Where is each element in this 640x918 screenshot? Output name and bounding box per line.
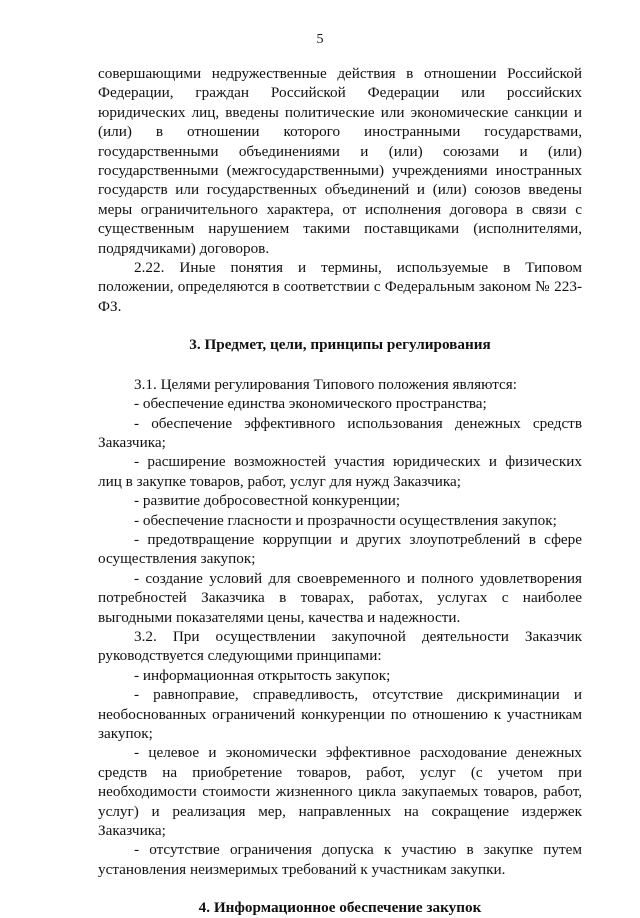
section-4-heading: 4. Информационное обеспечение закупок	[198, 899, 482, 917]
goal-list-item: - развитие добросовестной конкуренции;	[134, 492, 401, 510]
document-body	[98, 64, 582, 918]
page-number: 5	[316, 32, 324, 47]
principle-list-item: - равноправие, справедливость, отсутствие дискриминации и необоснованных ограничений конкуренции по отношению к участникам закупок;	[98, 686, 582, 742]
section-3-heading: 3. Предмет, цели, принципы регулирования	[189, 336, 491, 354]
principle-list-item: - отсутствие ограничения допуска к участию в закупке путем установления неизмеримых требований к участникам закупки.	[98, 841, 582, 878]
goal-list-item: - обеспечение эффективного использования денежных средств Заказчика;	[98, 414, 582, 451]
intro-paragraph: совершающими недружественные действия в отношении Российской Федерации, граждан Российской Федерации или российских юридических лиц, введены политические или экономические санкции и (или) в отношении которого иностранными государствами, государственными объединениями и (или) союзами и (или) государственными (межгосударственными) учреждениями иностранных государств или государственных объединений и (или) союзов введены меры ограничительного характера, от исполнения договора в связи с существенным нарушением такими поставщиками (исполнителями, подрядчиками) договоров.	[98, 65, 582, 257]
paragraph-2-22: 2.22. Иные понятия и термины, используемые в Типовом положении, определяются в соответствии с Федеральным законом № 223-ФЗ.	[98, 259, 582, 315]
goal-list-item: - предотвращение коррупции и других злоупотреблений в сфере осуществления закупок;	[98, 530, 582, 568]
paragraph-3-2-intro: 3.2. При осуществлении закупочной деятельности Заказчик руководствуется следующими принципами:	[98, 627, 582, 665]
goal-list-item: - обеспечение гласности и прозрачности осуществления закупок;	[134, 511, 557, 529]
principle-list-item: - информационная открытость закупок;	[134, 666, 391, 684]
paragraph-3-1-intro: 3.1. Целями регулирования Типового положения являются:	[134, 375, 517, 393]
goal-list-item: - обеспечение единства экономического пространства;	[134, 395, 487, 413]
goal-list-item: - создание условий для своевременного и полного удовлетворения потребностей Заказчика в товарах, работах, услугах с наиболее выгодными показателями цены, качества и надежности.	[98, 569, 582, 626]
goal-list-item: - расширение возможностей участия юридических и физических лиц в закупке товаров, работ, услуг для нужд Заказчика;	[98, 453, 582, 490]
principle-list-item: - целевое и экономически эффективное расходование денежных средств на приобретение товаров, работ, услуг (с учетом при необходимости стоимости жизненного цикла закупаемых товаров, работ, услуг) и реализация мер, направленных на сокращение издержек Заказчика;	[98, 744, 582, 840]
